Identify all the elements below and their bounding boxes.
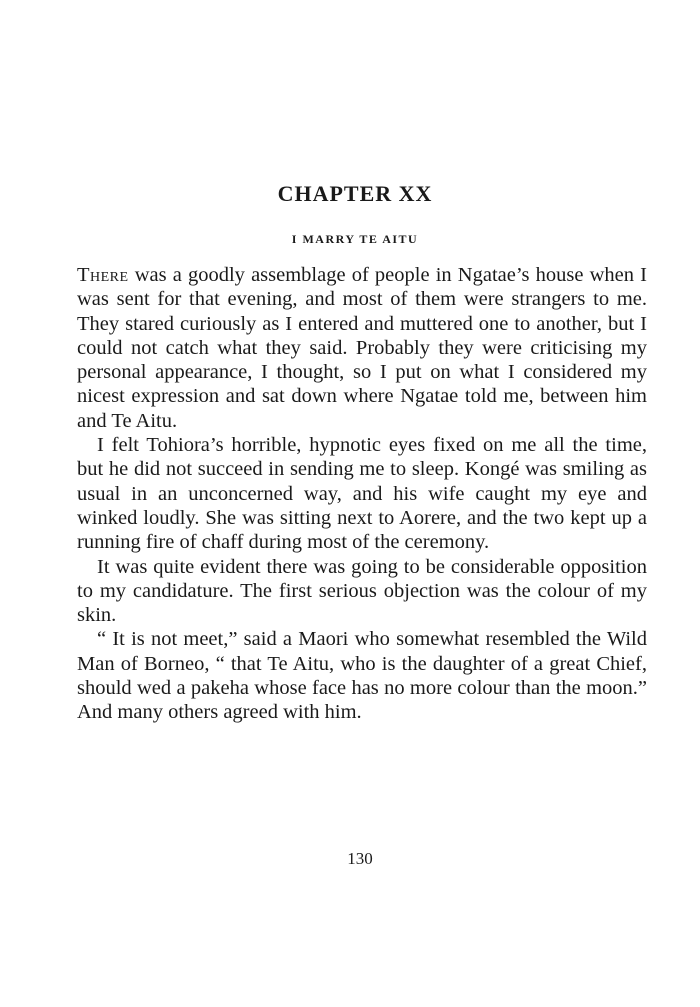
paragraph-2: I felt Tohiora’s horrible, hypnotic eyes fixed on me all the time, but he did not succeed in sending me to sleep. Kongé was smiling as usual in an unconcerned way, and his wife caught my eye and winked loudly. She was sitting next to Aorere, and the two kept up a running fire of chaff during most of the ceremony. xyxy=(77,434,647,554)
paragraph-3: It was quite evident there was going to be considerable opposition to my candidature. The first serious objection was the colour of my skin. xyxy=(77,555,647,627)
paragraph-lead-word: There xyxy=(77,264,129,286)
paragraph-1-text: was a goodly assemblage of people in Ngatae’s house when I was sent for that evening, and most of them were strangers to me. They stared curiously as I entered and muttered one to another, but I could not catch what they said. Probably they were criticising my personal appearance, I thought, so I put on what I considered my nicest expression and sat down where Ngatae told me, between him and Te Aitu. xyxy=(77,264,647,432)
chapter-title: CHAPTER XX xyxy=(277,181,433,206)
page-number: 130 xyxy=(347,849,373,868)
paragraph-4: “ It is not meet,” said a Maori who somewhat resembled the Wild Man of Borneo, “ that Te Aitu, who is the daughter of a great Chief, should wed a pakeha whose face has no more colour than the moon.” And many others agreed with him. xyxy=(77,628,647,724)
paragraph-1 xyxy=(77,263,647,433)
body-text xyxy=(77,263,647,725)
chapter-subtitle: I MARRY TE AITU xyxy=(291,232,419,246)
